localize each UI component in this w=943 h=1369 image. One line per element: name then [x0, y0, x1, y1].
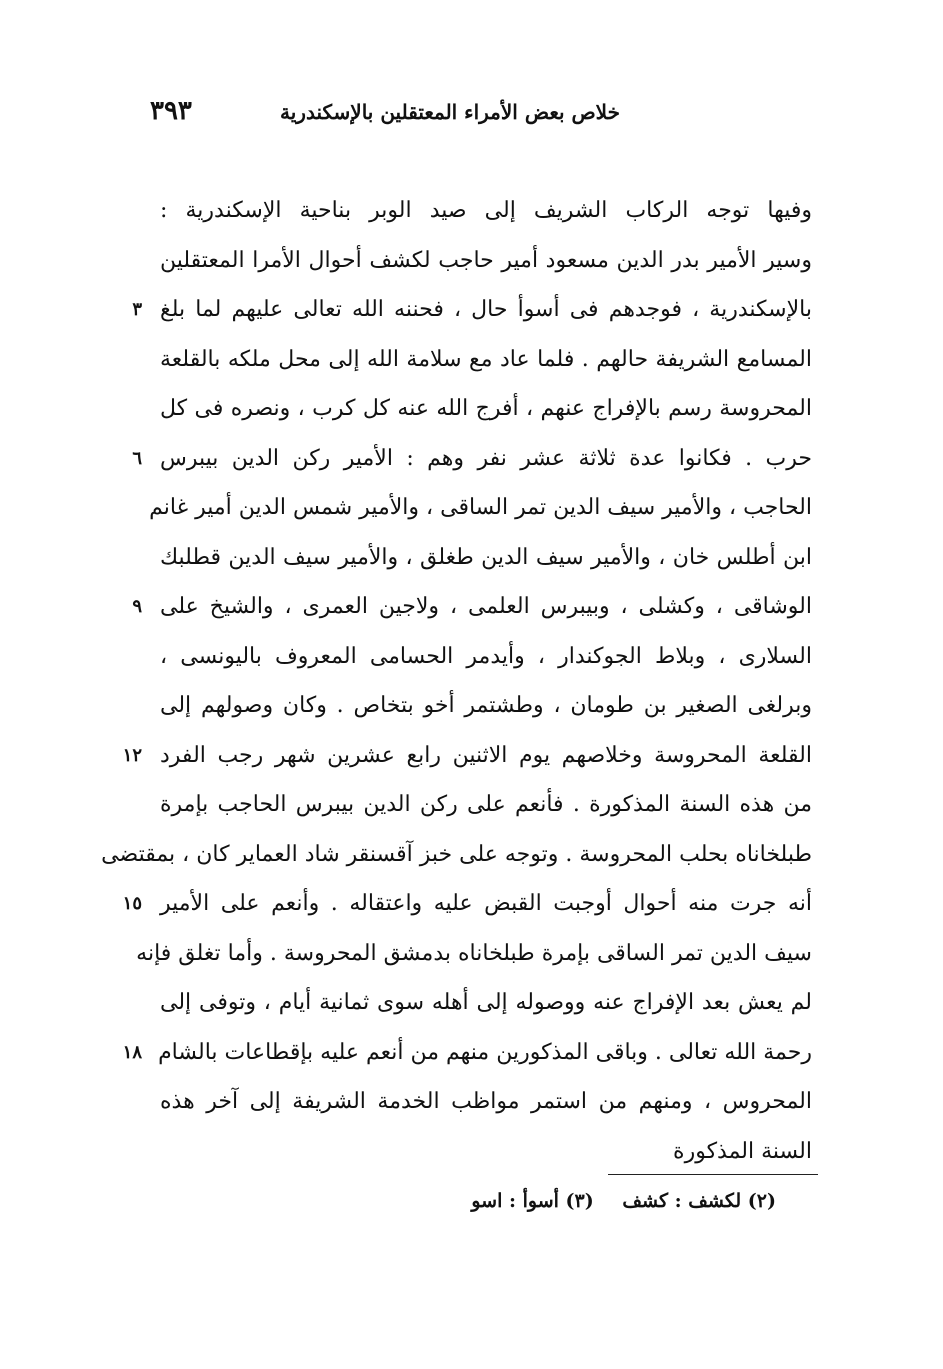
- text-line: بالإسكندرية ، فوجدهم فى أسوأ حال ، فحننه الله تعالى عليهم لما بلغ ٣: [160, 285, 812, 335]
- text-line: الوشاقى ، وكشلى ، وبيبرس العلمى ، ولاجين العمرى ، والشيخ على ٩: [160, 582, 812, 632]
- text-line: لم يعش بعد الإفراج عنه ووصوله إلى أهله سوى ثمانية أيام ، وتوفى إلى: [160, 990, 812, 1015]
- text-line: ابن أطلس خان ، والأمير سيف الدين طغلق ، والأمير سيف الدين قطلبك: [160, 544, 812, 570]
- line-number: ٣: [132, 299, 142, 320]
- text-line: حرب . فكانوا عدة ثلاثة عشر نفر وهم : الأمير ركن الدين بيبرس ٦: [160, 434, 812, 484]
- line-number: ١٥: [122, 893, 142, 914]
- text-line: المحروس ، ومنهم من استمر مواظب الخدمة الشريفة إلى آخر هذه: [160, 1089, 812, 1114]
- text-line: المحروسة رسم بالإفراج عنهم ، أفرج الله عنه كل كرب ، ونصره فى كل: [160, 396, 812, 421]
- running-head: خلاص بعض الأمراء المعتقلين بالإسكندرية: [280, 100, 620, 124]
- line-number: ١٢: [122, 744, 142, 766]
- body-text: [101, 186, 812, 1176]
- page-number: ٣٩٣: [150, 96, 192, 126]
- text-line: الحاجب ، والأمير سيف الدين تمر الساقى ، والأمير شمس الدين أمير غانم: [149, 495, 812, 520]
- text-line: طبلخاناه بحلب المحروسة . وتوجه على خبز آقسنقر شاد العماير كان ، بمقتضى: [101, 841, 812, 867]
- text-line: القلعة المحروسة وخلاصهم يوم الاثنين رابع عشرين شهر رجب الفرد ١٢: [160, 731, 812, 781]
- text-line: وسير الأمير بدر الدين مسعود أمير حاجب لكشف أحوال الأمرا المعتقلين: [160, 247, 812, 273]
- text-line: أنه جرت منه أحوال أوجبت القبض عليه واعتقاله . وأنعم على الأمير ١٥: [160, 879, 812, 929]
- footnotes: [420, 1190, 776, 1212]
- text-line: من هذه السنة المذكورة . فأنعم على ركن الدين بيبرس الحاجب بإمرة: [160, 792, 812, 817]
- text-line: سيف الدين تمر الساقى بإمرة طبلخاناه بدمشق المحروسة . وأما تغلق فإنه: [136, 940, 812, 966]
- text-line: السلارى ، وبلاط الجوكندار ، وأيدمر الحسامى المعروف باليونسى ،: [160, 643, 812, 669]
- footnote-2: (٢) لكشف : كشف: [622, 1190, 776, 1212]
- text-line: وبرلغى الصغير بن طومان ، وطشتمر أخو بتخاص . وكان وصولهم إلى: [160, 693, 812, 718]
- line-number: ٦: [132, 447, 142, 469]
- line-number: ٩: [132, 596, 142, 617]
- text-line: رحمة الله تعالى . وباقى المذكورين منهم من أنعم عليه بإقطاعات بالشام ١٨: [160, 1028, 812, 1078]
- footnote-divider: [608, 1174, 818, 1175]
- text-line: السنة المذكورة: [673, 1138, 812, 1164]
- line-number: ١٨: [122, 1041, 142, 1063]
- footnote-3: (٣) أسوأ : اسو: [471, 1190, 594, 1212]
- text-line: وفيها توجه الركاب الشريف إلى صيد الوبر بناحية الإسكندرية :: [160, 198, 812, 223]
- text-line: المسامع الشريفة حالهم . فلما عاد مع سلامة الله إلى محل ملكه بالقلعة: [160, 346, 812, 372]
